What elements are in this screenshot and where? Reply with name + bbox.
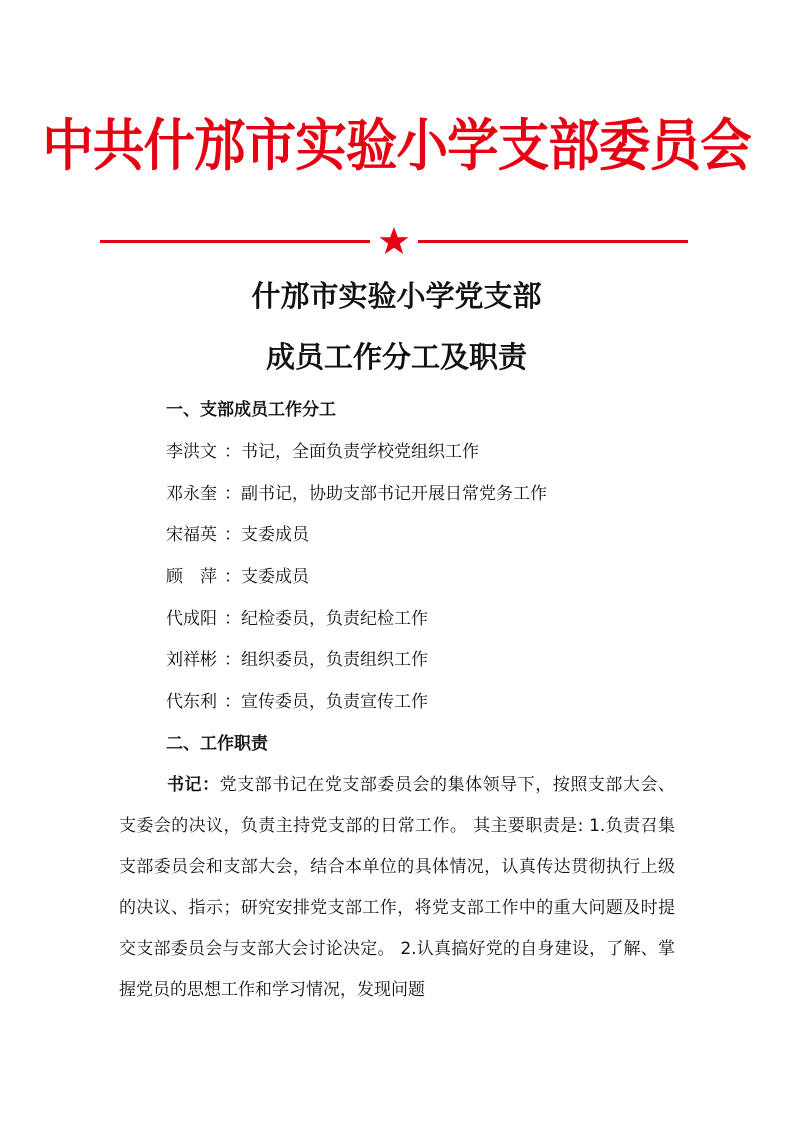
secretary-duties-paragraph (119, 765, 675, 1011)
member-separator: ： (224, 567, 241, 588)
member-item (166, 562, 686, 604)
member-item (166, 479, 686, 521)
member-item (166, 604, 686, 646)
star-icon (378, 226, 410, 256)
member-separator: ： (224, 650, 241, 671)
member-name: 李洪文 (166, 442, 217, 462)
member-name: 邓永奎 (166, 483, 217, 504)
member-role: 宣传委员，负责宣传工作 (241, 692, 428, 713)
member-role: 组织委员，负责组织工作 (241, 650, 428, 671)
red-divider (100, 226, 688, 256)
document-title-line-1: 什邡市实验小学党支部 (251, 279, 542, 313)
member-name: 顾 萍 (166, 567, 217, 588)
member-role: 支委成员 (241, 567, 309, 588)
member-separator: ： (224, 483, 241, 504)
document-title-line-2: 成员工作分工及职责 (265, 340, 527, 374)
member-item (166, 645, 686, 687)
section-heading-division: 一、支部成员工作分工 (166, 400, 336, 420)
member-name: 代成阳 (166, 608, 217, 629)
divider-line-left (100, 240, 370, 243)
member-separator: ： (224, 525, 241, 546)
member-role: 纪检委员，负责纪检工作 (241, 608, 428, 629)
member-name: 刘祥彬 (166, 650, 217, 671)
section-heading-duties: 二、工作职责 (166, 734, 268, 754)
member-item (166, 437, 686, 479)
member-separator: ： (224, 692, 241, 713)
member-role: 副书记，协助支部书记开展日常党务工作 (241, 483, 547, 504)
duty-lead-label: 书记： (167, 775, 220, 795)
member-separator: ： (224, 442, 241, 462)
member-role: 支委成员 (241, 525, 309, 546)
member-separator: ： (224, 608, 241, 629)
masthead-title: 中共什邡市实验小学支部委员会 (42, 113, 751, 179)
member-item (166, 687, 686, 729)
member-list (166, 437, 686, 729)
member-name: 宋福英 (166, 525, 217, 546)
member-name: 代东利 (166, 692, 217, 713)
divider-line-right (418, 240, 688, 243)
duty-text: 党支部书记在党支部委员会的集体领导下，按照支部大会、支委会的决议，负责主持党支部的日常工作。 其主要职责是: 1.负责召集支部委员会和支部大会，结合本单位的具体情况，认真传达贯彻执行上级的决议、指示；研究安排党支部工作，将党支部工作中的重大问题及时提交支部委员会与支部大会讨论决定。 2.认真搞好党的自身建设，了解、掌握党员的思想工作和学习情况，发现问题 (119, 775, 676, 1000)
member-role: 书记，全面负责学校党组织工作 (241, 442, 479, 462)
member-item (166, 520, 686, 562)
